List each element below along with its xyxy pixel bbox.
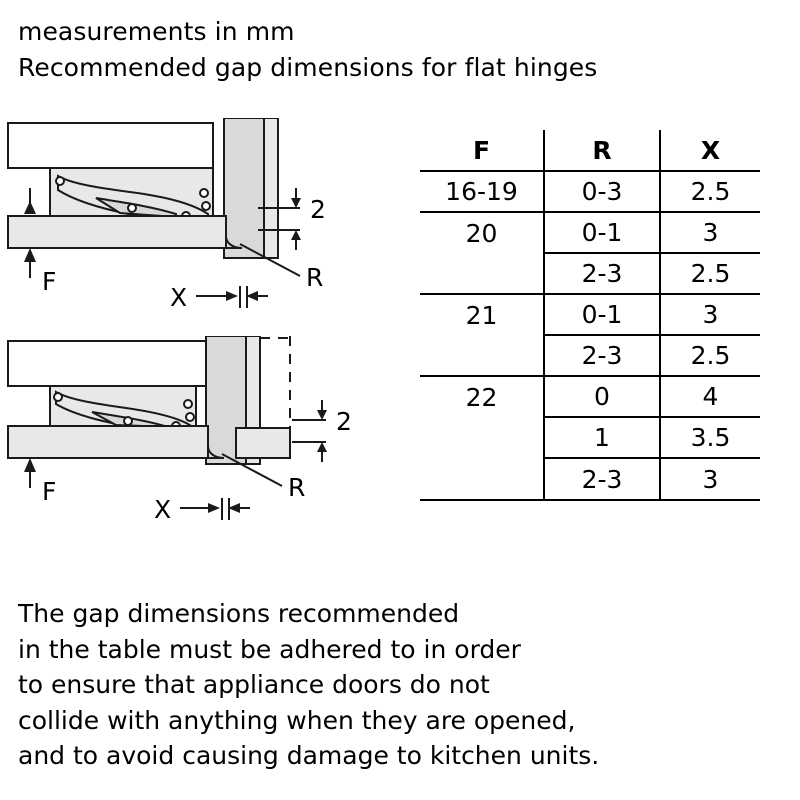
table-bottom-rule <box>420 499 760 501</box>
cell-x: 2.5 <box>660 253 760 294</box>
footer-note <box>18 596 798 774</box>
cell-x: 3.5 <box>660 417 760 458</box>
column-header-r: R <box>544 130 660 171</box>
cell-r: 0-1 <box>544 212 660 253</box>
cell-r: 0-3 <box>544 171 660 212</box>
figure-bottom-svg <box>0 336 420 546</box>
gap-dimensions-table <box>420 130 760 499</box>
cell-f <box>420 417 544 458</box>
header-block <box>18 14 788 85</box>
label-gap-2-top: 2 <box>310 195 326 224</box>
cell-x: 4 <box>660 376 760 417</box>
figure-flat-hinge-standard <box>0 118 420 328</box>
cell-r: 0 <box>544 376 660 417</box>
table-row <box>420 458 760 499</box>
gap-dimensions-table-wrap <box>420 130 780 501</box>
label-r-top: R <box>306 263 324 292</box>
footer-line-5: and to avoid causing damage to kitchen units. <box>18 741 600 770</box>
column-header-x: X <box>660 130 760 171</box>
header-line-recommendation: Recommended gap dimensions for flat hinges <box>18 52 598 82</box>
cell-r: 1 <box>544 417 660 458</box>
label-x-bottom: X <box>154 495 172 524</box>
cell-r: 0-1 <box>544 294 660 335</box>
cell-x: 2.5 <box>660 335 760 376</box>
table-row <box>420 417 760 458</box>
figure-top-svg <box>0 118 420 328</box>
cell-r: 2-3 <box>544 458 660 499</box>
cell-f: 16-19 <box>420 171 544 212</box>
table-row <box>420 253 760 294</box>
cell-x: 3 <box>660 294 760 335</box>
label-x-top: X <box>170 283 188 312</box>
cell-f <box>420 458 544 499</box>
table-row <box>420 335 760 376</box>
label-gap-2-bottom: 2 <box>336 407 352 436</box>
footer-line-3: to ensure that appliance doors do not <box>18 670 490 699</box>
cell-r: 2-3 <box>544 335 660 376</box>
cell-f <box>420 335 544 376</box>
cell-r: 2-3 <box>544 253 660 294</box>
column-header-f: F <box>420 130 544 171</box>
table-row <box>420 171 760 212</box>
cell-f <box>420 253 544 294</box>
cell-f: 22 <box>420 376 544 417</box>
table-row <box>420 376 760 417</box>
figure-flat-hinge-with-panel <box>0 336 420 546</box>
cell-x: 2.5 <box>660 171 760 212</box>
table-row <box>420 294 760 335</box>
footer-line-1: The gap dimensions recommended <box>18 599 460 628</box>
diagram-area <box>0 118 420 558</box>
cell-x: 3 <box>660 212 760 253</box>
label-f-bottom: F <box>42 477 57 506</box>
footer-line-2: in the table must be adhered to in order <box>18 634 521 664</box>
cell-x: 3 <box>660 458 760 499</box>
table-header-row <box>420 130 760 171</box>
label-r-bottom: R <box>288 473 306 502</box>
cell-f: 20 <box>420 212 544 253</box>
table-row <box>420 212 760 253</box>
label-f-top: F <box>42 267 57 296</box>
header-line-measurements: measurements in mm <box>18 17 295 46</box>
cell-f: 21 <box>420 294 544 335</box>
footer-line-4: collide with anything when they are opened, <box>18 705 576 735</box>
